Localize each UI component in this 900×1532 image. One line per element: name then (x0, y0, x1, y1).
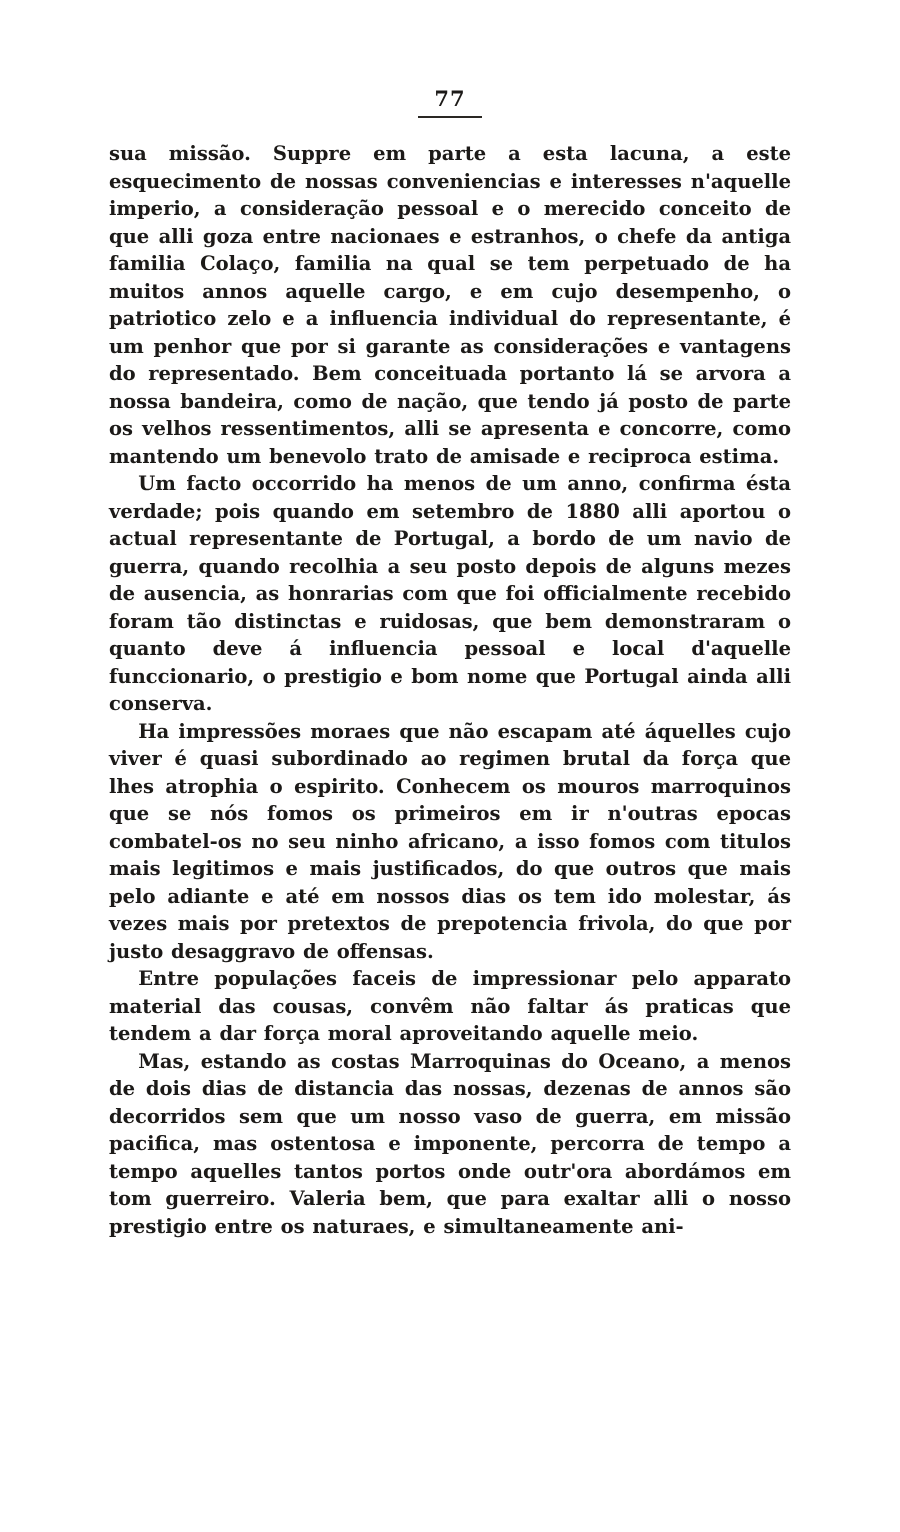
paragraph: Ha impressões moraes que não escapam até áquelles cujo viver é quasi subordinado ao regimen brutal da força que lhes atrophia o espirito. Conhecem os mouros marroquinos que se nós fomos os primeiros em ir n'outras epocas combatel-os no seu ninho africano, a isso fomos com titulos mais legitimos e mais justificados, do que outros que mais pelo adiante e até em nossos dias os tem ido molestar, ás vezes mais por pretextos de prepotencia frivola, do que por justo desaggravo de offensas. (109, 719, 791, 963)
paragraph: Entre populações faceis de impressionar pelo apparato material das cousas, convêm não faltar ás praticas que tendem a dar força moral aproveitando aquelle meio. (109, 967, 791, 1045)
paragraph: sua missão. Suppre em parte a esta lacuna, a este esquecimento de nossas conveniencias e interesses n'aquelle imperio, a consideração pessoal e o merecido conceito de que alli goza entre nacionaes e estranhos, o chefe da antiga familia Colaço, familia na qual se tem perpetuado de ha muitos annos aquelle cargo, e em cujo desempenho, o patriotico zelo e a influencia individual do representante, é um penhor que por si garante as considerações e vantagens do representado. Bem conceituada portanto lá se arvora a nossa bandeira, como de nação, que tendo já posto de parte os velhos ressentimentos, alli se apresenta e concorre, como mantendo um benevolo trato de amisade e reciproca estima. (109, 142, 791, 468)
paragraph: Mas, estando as costas Marroquinas do Oceano, a menos de dois dias de distancia das nossas, dezenas de annos são decorridos sem que um nosso vaso de guerra, em missão pacifica, mas ostentosa e imponente, percorra de tempo a tempo aquelles tantos portos onde outr'ora abordámos em tom guerreiro. Valeria bem, que para exaltar alli o nosso prestigio entre os naturaes, e simultaneamente ani- (109, 1049, 791, 1238)
page-number: 77 (418, 86, 482, 118)
text-block (109, 140, 791, 1240)
paragraph: Um facto occorrido ha menos de um anno, confirma ésta verdade; pois quando em setembro de 1880 alli aportou o actual representante de Portugal, a bordo de um navio de guerra, quando recolhia a seu posto depois de alguns mezes de ausencia, as honrarias com que foi officialmente recebido foram tão distinctas e ruidosas, que bem demonstraram o quanto deve á influencia pessoal e local d'aquelle funccionario, o prestigio e bom nome que Portugal ainda alli conserva. (109, 472, 791, 715)
